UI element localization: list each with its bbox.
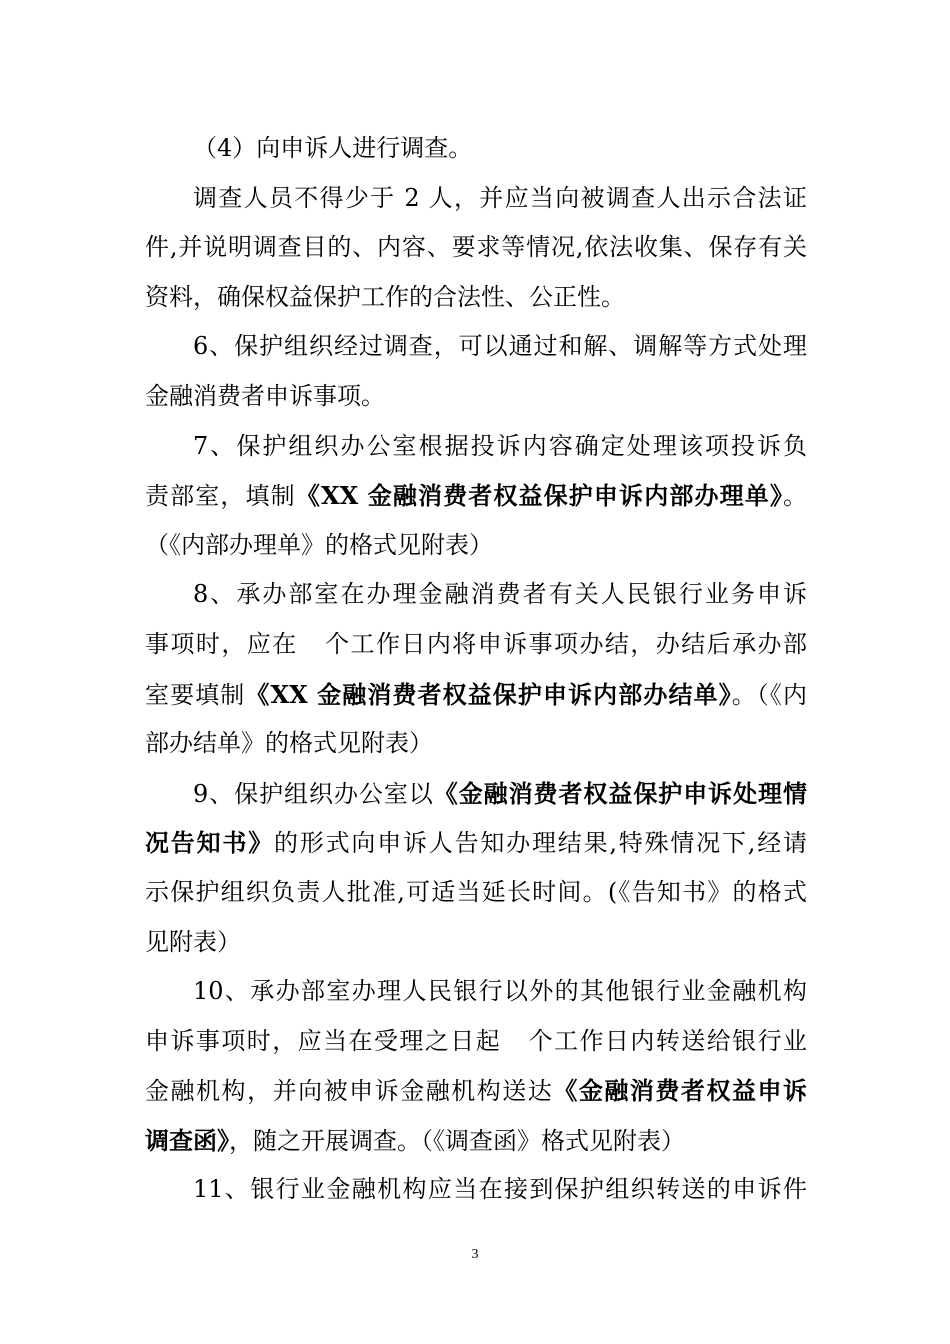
paragraph-text: 。（《内 [731, 680, 807, 709]
paragraph-text: 6、保护组织经过调查，可以通过和解、调解等方式处理 [193, 332, 807, 361]
paragraph-text: （《内部办理单》的格式见附表） [145, 530, 493, 559]
paragraph-9-line-1 [145, 769, 807, 819]
paragraph-text: 资料，确保权益保护工作的合法性、公正性。 [145, 282, 625, 311]
paragraph-investigators-line-3 [145, 273, 807, 323]
form-title-internal-completion: 《XX 金融消费者权益保护申诉内部办结单》 [245, 679, 732, 709]
paragraph-text: 的形式向申诉人告知办理结果,特殊情况下,经请 [274, 829, 807, 858]
paragraph-9-line-3 [145, 868, 807, 918]
paragraph-7-line-3 [145, 521, 807, 571]
form-title-notification-cont: 况告知书》 [145, 828, 274, 858]
page-number: 3 [471, 1247, 479, 1262]
paragraph-text: 部办结单》的格式见附表） [145, 729, 433, 758]
paragraph-text: 7、保护组织办公室根据投诉内容确定处理该项投诉负 [193, 431, 807, 460]
paragraph-6-line-2 [145, 372, 807, 422]
paragraph-9-line-4 [145, 918, 807, 968]
paragraph-text: 10、承办部室办理人民银行以外的其他银行业金融机构 [193, 977, 807, 1006]
paragraph-8-line-3 [145, 670, 807, 720]
paragraph-9-line-2 [145, 818, 807, 868]
form-title-notification: 《金融消费者权益保护申诉处理情 [433, 778, 807, 808]
form-title-investigation-letter: 《金融消费者权益申诉 [553, 1076, 807, 1106]
paragraph-text: 责部室，填制 [145, 482, 296, 511]
paragraph-text: 调查人员不得少于 2 人，并应当向被调查人出示合法证 [193, 183, 807, 212]
paragraph-investigators-line-1 [145, 174, 807, 224]
paragraph-text: 金融消费者申诉事项。 [145, 381, 385, 410]
paragraph-10-line-2 [145, 1017, 807, 1067]
paragraph-text: 11、银行业金融机构应当在接到保护组织转送的申诉件 [193, 1175, 807, 1204]
paragraph-6-line-1 [145, 322, 807, 372]
paragraph-text: 事项时，应在 [145, 629, 298, 658]
paragraph-text: 个工作日内转送给银行业 [527, 1026, 807, 1055]
paragraph-10-line-4 [145, 1116, 807, 1166]
form-title-investigation-letter-cont: 调查函》 [145, 1125, 229, 1155]
paragraph-text: ，随之开展调查。（《调查函》格式见附表） [229, 1126, 685, 1155]
form-title-internal-handling: 《XX 金融消费者权益保护申诉内部办理单》 [295, 481, 784, 511]
paragraph-investigators-line-2 [145, 223, 807, 273]
paragraph-text: 室要填制 [145, 680, 246, 709]
paragraph-8-line-4 [145, 719, 807, 769]
paragraph-text: （4）向申诉人进行调查。 [193, 134, 473, 162]
paragraph-text: 见附表） [145, 927, 241, 956]
paragraph-11-line-1 [145, 1165, 807, 1215]
paragraph-7-line-1 [145, 422, 807, 472]
paragraph-10-line-1 [145, 967, 807, 1017]
paragraph-text: 个工作日内将申诉事项办结，办结后承办部 [323, 629, 807, 658]
paragraph-7-line-2 [145, 471, 807, 521]
paragraph-text: 金融机构，并向被申诉金融机构送达 [145, 1077, 554, 1106]
paragraph-text: 8、承办部室在办理金融消费者有关人民银行业务申诉 [193, 580, 807, 609]
paragraph-10-line-3 [145, 1066, 807, 1116]
paragraph-text: 9、保护组织办公室以 [193, 779, 434, 808]
paragraph-item-4 [145, 124, 807, 174]
paragraph-text: 申诉事项时，应当在受理之日起 [145, 1026, 502, 1055]
paragraph-text: 。 [783, 482, 807, 511]
body-text [145, 124, 807, 1215]
paragraph-text: 件,并说明调查目的、内容、要求等情况,依法收集、保存有关 [145, 233, 807, 262]
paragraph-8-line-1 [145, 570, 807, 620]
paragraph-text: 示保护组织负责人批准,可适当延长时间。(《告知书》的格式 [145, 877, 807, 906]
paragraph-8-line-2 [145, 620, 807, 670]
